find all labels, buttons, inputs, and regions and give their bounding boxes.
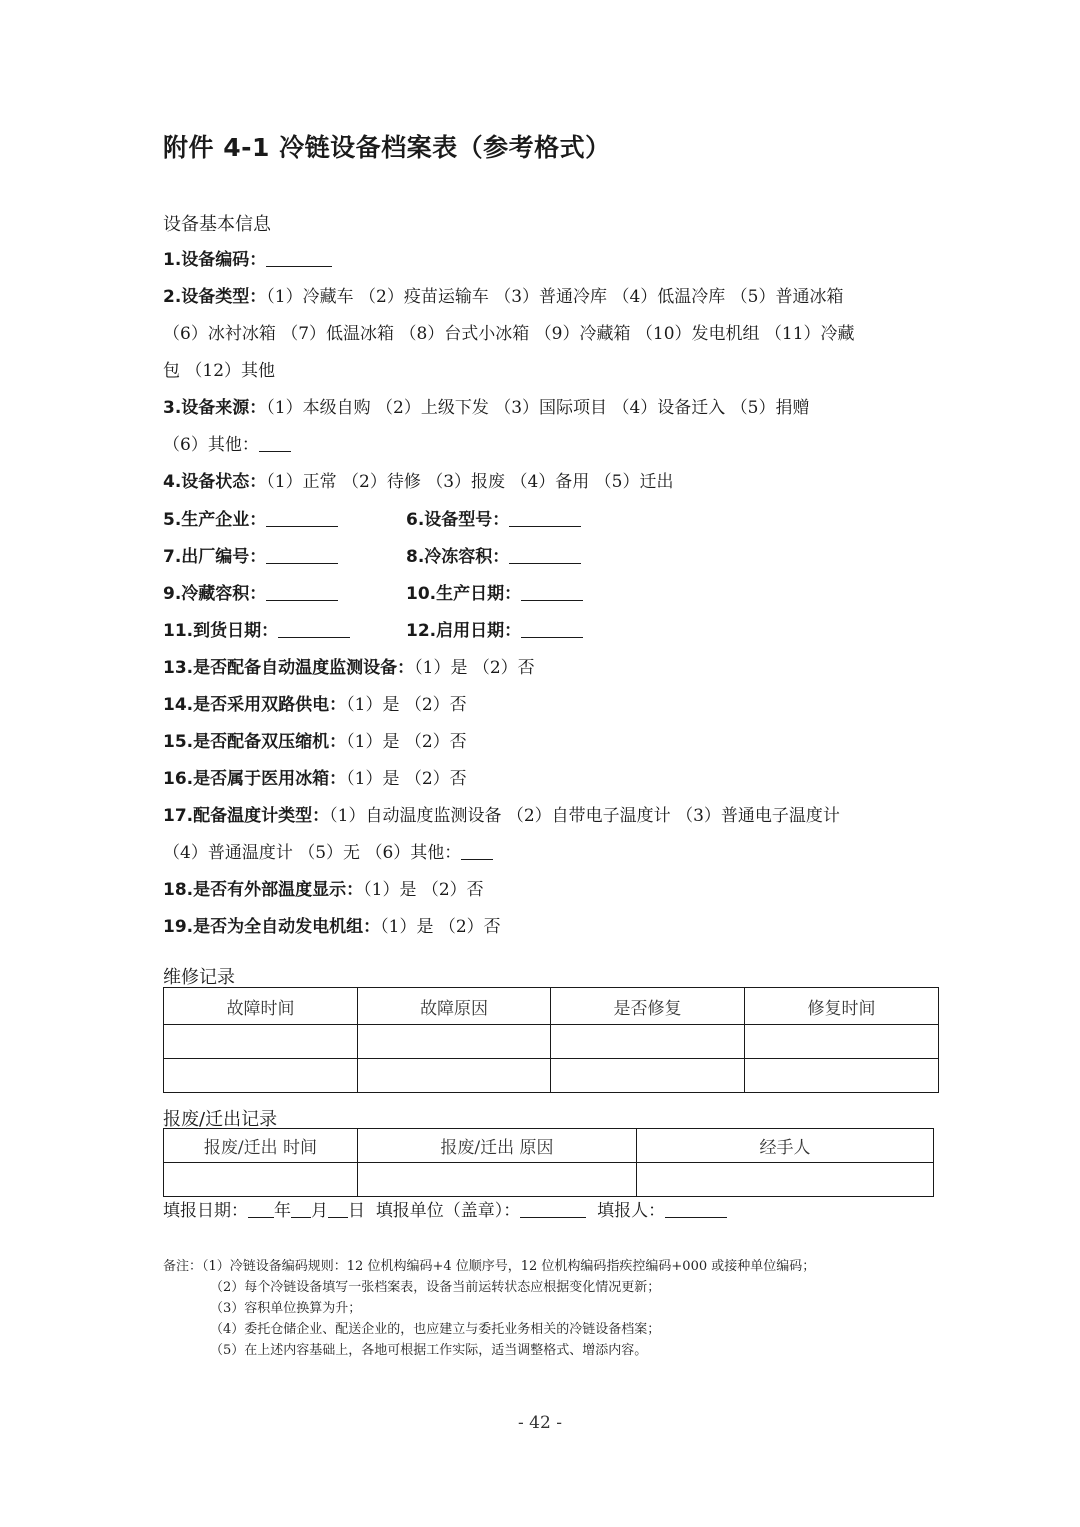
scrap-col-handler: 经手人 — [637, 1129, 934, 1163]
q7-serial — [163, 546, 338, 568]
q6-model — [406, 509, 581, 531]
q2-options-line1: （1）冷藏车 （2）疫苗运输车 （3）普通冷库 （4）低温冷库 （5）普通冰箱 — [266, 287, 844, 307]
q2-options-line3: 包 （12）其他 — [163, 361, 276, 381]
q3-options-line1: （1）本级自购 （2）上级下发 （3）国际项目 （4）设备迁入 （5）捐赠 — [266, 398, 810, 418]
fill-unit-blank[interactable] — [520, 1201, 586, 1218]
q14-options: （1）是 （2）否 — [346, 695, 467, 715]
q11-arrival-date — [163, 620, 350, 642]
repair-cell[interactable] — [358, 1025, 551, 1059]
q8-freezer-volume — [406, 546, 581, 568]
fill-day-blank[interactable] — [328, 1201, 348, 1218]
q1-device-code — [163, 249, 332, 271]
q17-thermometer-type — [163, 805, 840, 827]
q13-options: （1）是 （2）否 — [414, 658, 535, 678]
fill-unit-label: 填报单位（盖章）： — [375, 1201, 521, 1221]
q9-blank[interactable] — [266, 584, 338, 601]
repair-cell[interactable] — [745, 1059, 939, 1093]
fill-footer — [163, 1200, 727, 1222]
page-title: 附件 4-1 冷链设备档案表（参考格式） — [163, 133, 611, 162]
q19-auto-generator — [163, 916, 501, 938]
q9-fridge-volume — [163, 583, 338, 605]
q13-label: 13.是否配备自动温度监测设备： — [163, 658, 415, 678]
scrap-cell[interactable] — [164, 1163, 358, 1197]
q18-external-temp-display — [163, 879, 484, 901]
q17-other-blank[interactable] — [461, 843, 493, 860]
note-5: （5）在上述内容基础上，各地可根据工作实际，适当调整格式、增添内容。 — [210, 1343, 648, 1358]
fill-person-blank[interactable] — [665, 1201, 727, 1218]
repair-cell[interactable] — [551, 1025, 745, 1059]
repair-col-fault-cause: 故障原因 — [358, 988, 551, 1025]
q14-label: 14.是否采用双路供电： — [163, 695, 347, 715]
scrap-record-table — [163, 1128, 934, 1197]
repair-col-repair-time: 修复时间 — [745, 988, 939, 1025]
repair-record-table — [163, 987, 939, 1093]
q11-blank[interactable] — [278, 621, 350, 638]
q17-options-line2: （4）普通温度计 （5）无 （6）其他： — [163, 843, 462, 863]
q2-label: 2.设备类型： — [163, 287, 267, 307]
q17-label: 17.配备温度计类型： — [163, 806, 330, 826]
repair-cell[interactable] — [745, 1025, 939, 1059]
q19-options: （1）是 （2）否 — [380, 917, 501, 937]
q7-blank[interactable] — [266, 547, 338, 564]
table-row — [164, 1025, 939, 1059]
scrap-cell[interactable] — [637, 1163, 934, 1197]
q2-device-type — [163, 286, 844, 308]
q17-options-line1: （1）自动温度监测设备 （2）自带电子温度计 （3）普通电子温度计 — [329, 806, 840, 826]
q7-label: 7.出厂编号： — [163, 547, 267, 567]
q4-label: 4.设备状态： — [163, 472, 267, 492]
q6-blank[interactable] — [509, 510, 581, 527]
basic-info-heading: 设备基本信息 — [163, 214, 271, 235]
q19-label: 19.是否为全自动发电机组： — [163, 917, 381, 937]
repair-col-repaired: 是否修复 — [551, 988, 745, 1025]
scrap-col-time: 报废/迁出 时间 — [164, 1129, 358, 1163]
q12-label: 12.启用日期： — [406, 621, 522, 641]
note-2: （2）每个冷链设备填写一张档案表，设备当前运转状态应根据变化情况更新； — [210, 1280, 661, 1295]
repair-record-heading: 维修记录 — [163, 967, 235, 988]
scrap-col-reason: 报废/迁出 原因 — [358, 1129, 637, 1163]
note-1: 备注：（1）冷链设备编码规则：12 位机构编码+4 位顺序号，12 位机构编码指疾控编码+000 或接种单位编码； — [163, 1259, 816, 1274]
q9-label: 9.冷藏容积： — [163, 584, 267, 604]
fill-month-blank[interactable] — [291, 1201, 311, 1218]
q3-line2 — [163, 434, 291, 456]
repair-col-fault-time: 故障时间 — [164, 988, 358, 1025]
repair-cell[interactable] — [164, 1059, 358, 1093]
q12-activation-date — [406, 620, 583, 642]
q15-label: 15.是否配备双压缩机： — [163, 732, 347, 752]
fill-day-label: 日 — [348, 1201, 365, 1221]
q5-label: 5.生产企业： — [163, 510, 267, 530]
q5-blank[interactable] — [266, 510, 338, 527]
q18-options: （1）是 （2）否 — [363, 880, 484, 900]
q16-label: 16.是否属于医用冰箱： — [163, 769, 347, 789]
scrap-cell[interactable] — [358, 1163, 637, 1197]
q3-label: 3.设备来源： — [163, 398, 267, 418]
q11-label: 11.到货日期： — [163, 621, 279, 641]
q6-label: 6.设备型号： — [406, 510, 510, 530]
fill-date-label: 填报日期： — [163, 1201, 248, 1221]
q1-blank[interactable] — [266, 250, 332, 267]
q5-manufacturer — [163, 509, 338, 531]
table-row — [164, 1163, 934, 1197]
q4-options: （1）正常 （2）待修 （3）报废 （4）备用 （5）迁出 — [266, 472, 674, 492]
q4-device-status — [163, 471, 674, 493]
q13-auto-temp-monitor — [163, 657, 535, 679]
repair-cell[interactable] — [551, 1059, 745, 1093]
fill-month-label: 月 — [311, 1201, 328, 1221]
q15-options: （1）是 （2）否 — [346, 732, 467, 752]
q14-dual-power — [163, 694, 467, 716]
q10-label: 10.生产日期： — [406, 584, 522, 604]
q3-options-line2: （6）其他： — [163, 435, 259, 455]
q3-other-blank[interactable] — [259, 435, 291, 452]
q1-label: 1.设备编码： — [163, 250, 267, 270]
page-number: - 42 - — [518, 1413, 562, 1433]
note-3: （3）容积单位换算为升； — [210, 1301, 362, 1316]
q16-options: （1）是 （2）否 — [346, 769, 467, 789]
q8-label: 8.冷冻容积： — [406, 547, 510, 567]
q10-blank[interactable] — [521, 584, 583, 601]
scrap-record-heading: 报废/迁出记录 — [163, 1109, 278, 1130]
fill-year-label: 年 — [274, 1201, 291, 1221]
repair-cell[interactable] — [164, 1025, 358, 1059]
q3-device-source — [163, 397, 810, 419]
table-row — [164, 1059, 939, 1093]
scrap-header-row — [164, 1129, 934, 1163]
note-4: （4）委托仓储企业、配送企业的，也应建立与委托业务相关的冷链设备档案； — [210, 1322, 661, 1337]
repair-header-row — [164, 988, 939, 1025]
repair-cell[interactable] — [358, 1059, 551, 1093]
q12-blank[interactable] — [521, 621, 583, 638]
q17-line2 — [163, 842, 493, 864]
q15-dual-compressor — [163, 731, 467, 753]
q8-blank[interactable] — [509, 547, 581, 564]
fill-year-blank[interactable] — [248, 1201, 274, 1218]
q16-medical-fridge — [163, 768, 467, 790]
fill-person-label: 填报人： — [597, 1201, 666, 1221]
q2-options-line2: （6）冰衬冰箱 （7）低温冰箱 （8）台式小冰箱 （9）冷藏箱 （10）发电机组 （11）冷藏 — [163, 324, 855, 344]
q10-production-date — [406, 583, 583, 605]
q18-label: 18.是否有外部温度显示： — [163, 880, 364, 900]
